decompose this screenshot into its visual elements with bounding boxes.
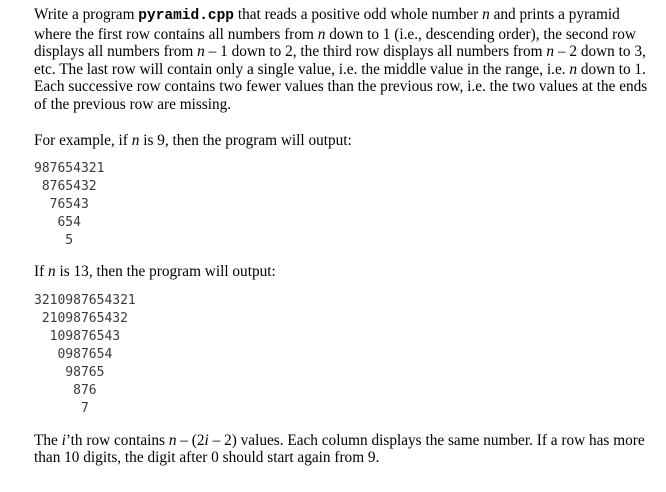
variable-n: n [197, 43, 205, 61]
intro-text: – 2 down to 3, etc. The last row will contain only a single value, i.e. the middle value in the range, i.e. [34, 43, 646, 78]
intro-text: down to 1 (i.e., descending order), the second row displays all numbers from [34, 25, 636, 61]
intro-text: Write a program [34, 6, 139, 23]
closing-text: – (2 [176, 431, 205, 449]
intro-text: – 1 down to 2, the third row displays all numbers from [204, 43, 547, 61]
lead-text: is 13, then the program will output: [55, 263, 276, 281]
closing-paragraph [34, 432, 654, 467]
output-row: 109876543 [34, 328, 121, 344]
variable-n: n [131, 131, 140, 149]
variable-i: i [61, 431, 66, 449]
lead-text: For example, if [34, 131, 132, 149]
output-row: 654 [34, 215, 81, 231]
variable-n: n [569, 60, 578, 78]
variable-n: n [546, 43, 555, 61]
variable-n: n [48, 263, 56, 281]
output-row: 76543 [34, 197, 89, 213]
output-row: 7 [34, 400, 89, 416]
intro-paragraph [34, 6, 654, 114]
document-page [34, 6, 654, 467]
example1-lead [34, 132, 654, 150]
closing-text: – 2) values. Each column displays the same number. If a row has more than 10 digits, the digit after 0 should start again from 9. [34, 431, 645, 467]
filename-code: pyramid.cpp [138, 8, 235, 24]
output-row: 0987654 [34, 346, 113, 362]
closing-text: The [34, 431, 62, 449]
example1-output [34, 160, 654, 250]
closing-text: ’th row contains [65, 431, 169, 449]
example2-lead [34, 263, 654, 281]
variable-i: i [204, 431, 209, 449]
variable-n: n [482, 6, 490, 23]
output-row: 21098765432 [34, 310, 128, 326]
output-row: 3210987654321 [34, 292, 136, 308]
intro-text: that reads a positive odd whole number [234, 6, 483, 23]
lead-text: is 9, then the program will output: [139, 131, 352, 149]
output-row: 987654321 [34, 161, 105, 177]
output-row: 8765432 [34, 179, 97, 195]
output-row: 876 [34, 382, 97, 398]
output-row: 98765 [34, 364, 105, 380]
intro-text: down to 1. Each successive row contains two fewer values than the previous row, i.e. the two values at the ends of the previous row are missing. [34, 60, 648, 113]
intro-text: and prints a pyramid where the first row contains all numbers from [34, 6, 620, 43]
example2-output [34, 292, 654, 418]
output-row: 5 [34, 233, 74, 249]
lead-text: If [34, 263, 49, 281]
variable-n: n [317, 25, 326, 43]
variable-n: n [168, 431, 177, 449]
